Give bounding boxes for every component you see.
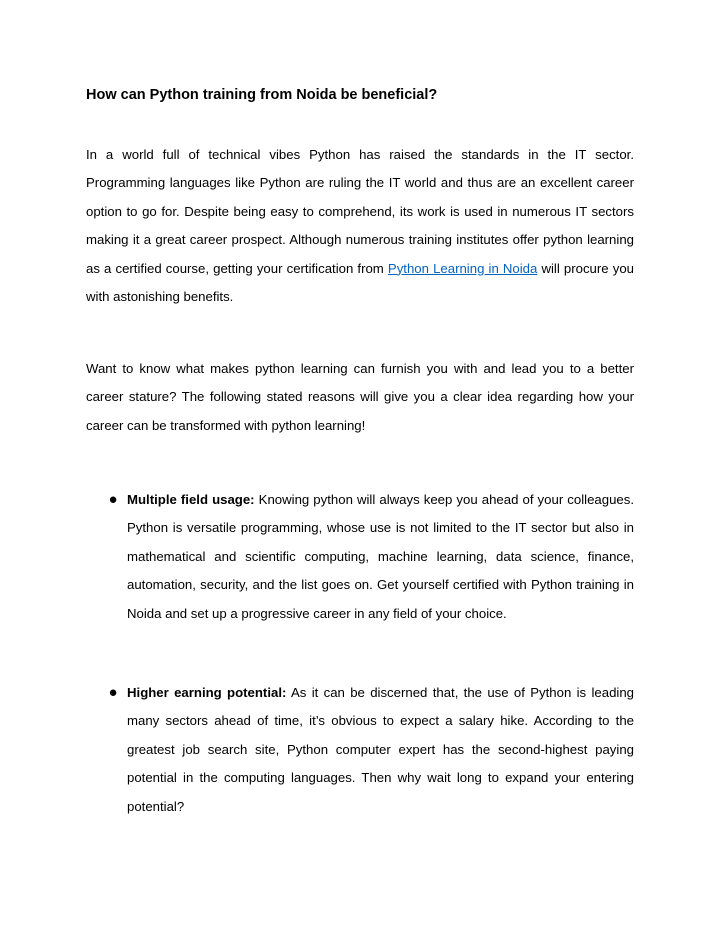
bullet-dot-icon: ● <box>108 491 118 508</box>
intro-text-before-link: In a world full of technical vibes Python has raised the standards in the IT sector. Programming languages like Python are ruling the IT world and thus are an excellent career option to go for. Despite being easy to comprehend, its work is used in numerous IT sectors making it a great career prospect. Although numerous training institutes offer python learning as a certified course, getting your certification from <box>86 147 634 276</box>
bullet-body: Knowing python will always keep you ahead of your colleagues. Python is versatile programming, whose use is not limited to the IT sector but also in mathematical and scientific computing, machine learning, data science, finance, automation, security, and the list goes on. Get yourself certified with Python training in Noida and set up a progressive career in any field of your choice. <box>127 492 634 621</box>
bullet-item-higher-earning-potential <box>86 679 634 821</box>
bullet-title: Multiple field usage: <box>127 492 255 507</box>
python-learning-noida-link[interactable]: Python Learning in Noida <box>387 260 538 276</box>
bullet-body: As it can be discerned that, the use of Python is leading many sectors ahead of time, it’s obvious to expect a salary hike. According to the greatest job search site, Python computer expert has the second-highest paying potential in the computing languages. Then why wait long to expand your entering potential? <box>127 685 635 814</box>
intro-text-after-link: will procure you with astonishing benefits. <box>86 260 634 305</box>
bullet-title: Higher earning potential: <box>127 685 287 700</box>
document-heading: How can Python training from Noida be beneficial? <box>86 87 438 103</box>
second-paragraph: Want to know what makes python learning can furnish you with and lead you to a better career stature? The following stated reasons will give you a clear idea regarding how your career can be transformed with python learning! <box>86 361 634 433</box>
intro-paragraph <box>86 141 634 311</box>
bullet-dot-icon: ● <box>108 684 118 701</box>
bullet-text <box>127 679 634 821</box>
bullet-text <box>127 486 634 628</box>
bullet-item-multiple-field-usage <box>86 486 634 628</box>
